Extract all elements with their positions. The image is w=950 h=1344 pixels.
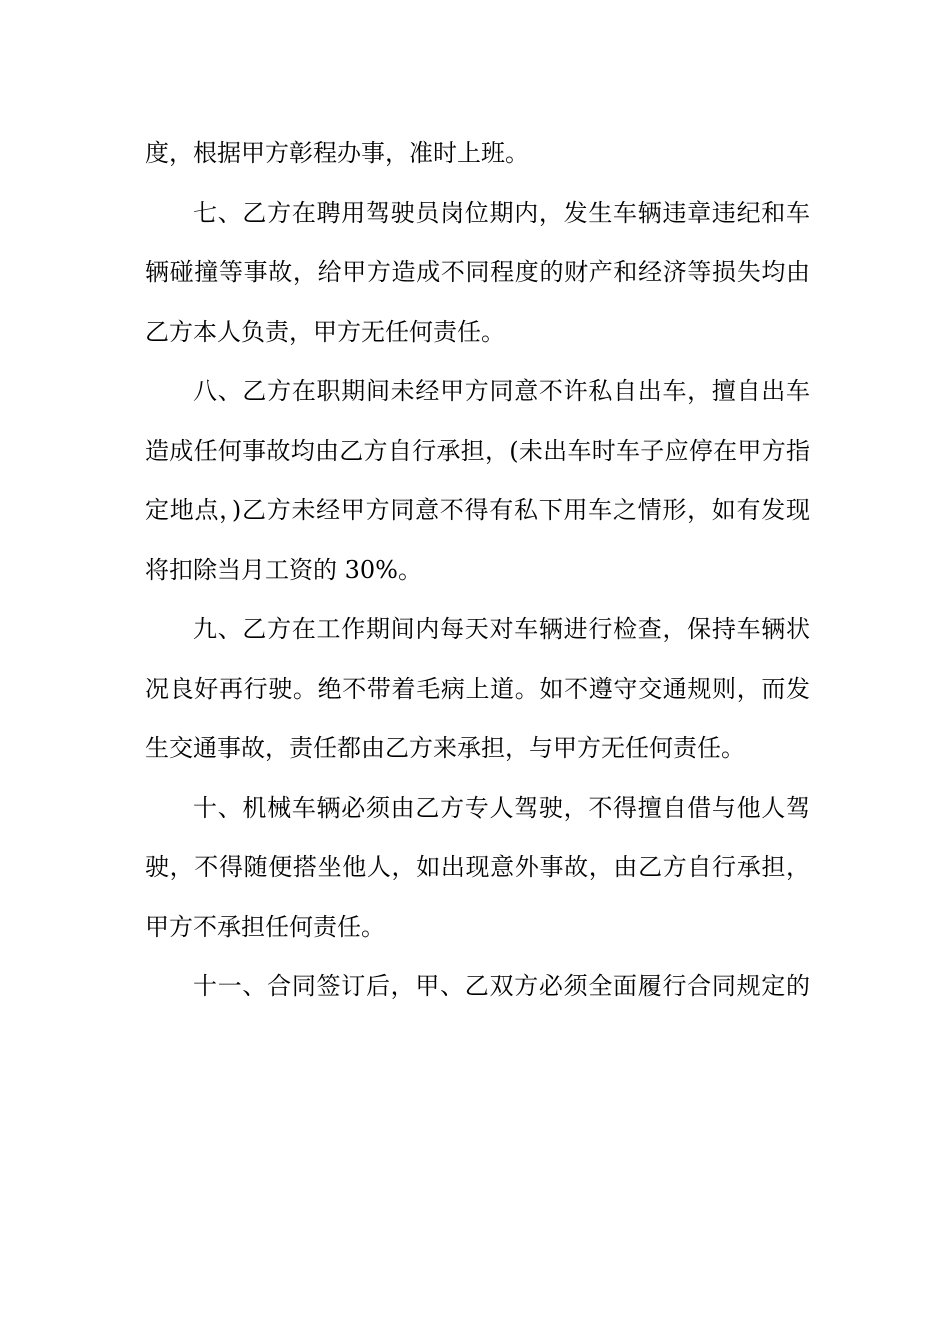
document-line: 七、乙方在聘用驾驶员岗位期内，发生车辆违章违纪和车 bbox=[193, 198, 810, 227]
document-line: 十一、合同签订后，甲、乙双方必须全面履行合同规定的 bbox=[193, 972, 810, 1000]
document-line: 况良好再行驶。绝不带着毛病上道。如不遵守交通规则，而发 bbox=[145, 674, 810, 703]
document-line: 八、乙方在职期间未经甲方同意不许私自出车，擅自出车 bbox=[193, 377, 810, 405]
document-line: 度，根据甲方彰程办事，准时上班。 bbox=[145, 139, 529, 167]
document-line: 将扣除当月工资的 30%。 bbox=[145, 555, 422, 584]
document-line: 甲方不承担任何责任。 bbox=[145, 912, 385, 941]
document-line: 驶，不得随便搭坐他人，如出现意外事故，由乙方自行承担， bbox=[145, 853, 810, 881]
document-line: 生交通事故，责任都由乙方来承担，与甲方无任何责任。 bbox=[145, 734, 745, 762]
document-body bbox=[145, 124, 810, 1017]
document-line: 乙方本人负责，甲方无任何责任。 bbox=[145, 317, 505, 346]
document-line: 九、乙方在工作期间内每天对车辆进行检查，保持车辆状 bbox=[193, 615, 810, 643]
document-line: 十、机械车辆必须由乙方专人驾驶，不得擅自借与他人驾 bbox=[193, 793, 810, 822]
document-line: 造成任何事故均由乙方自行承担，(未出车时车子应停在甲方指 bbox=[145, 436, 810, 465]
document-line: 辆碰撞等事故，给甲方造成不同程度的财产和经济等损失均由 bbox=[145, 258, 810, 286]
document-line: 定地点，)乙方未经甲方同意不得有私下用车之情形，如有发现 bbox=[145, 496, 810, 524]
